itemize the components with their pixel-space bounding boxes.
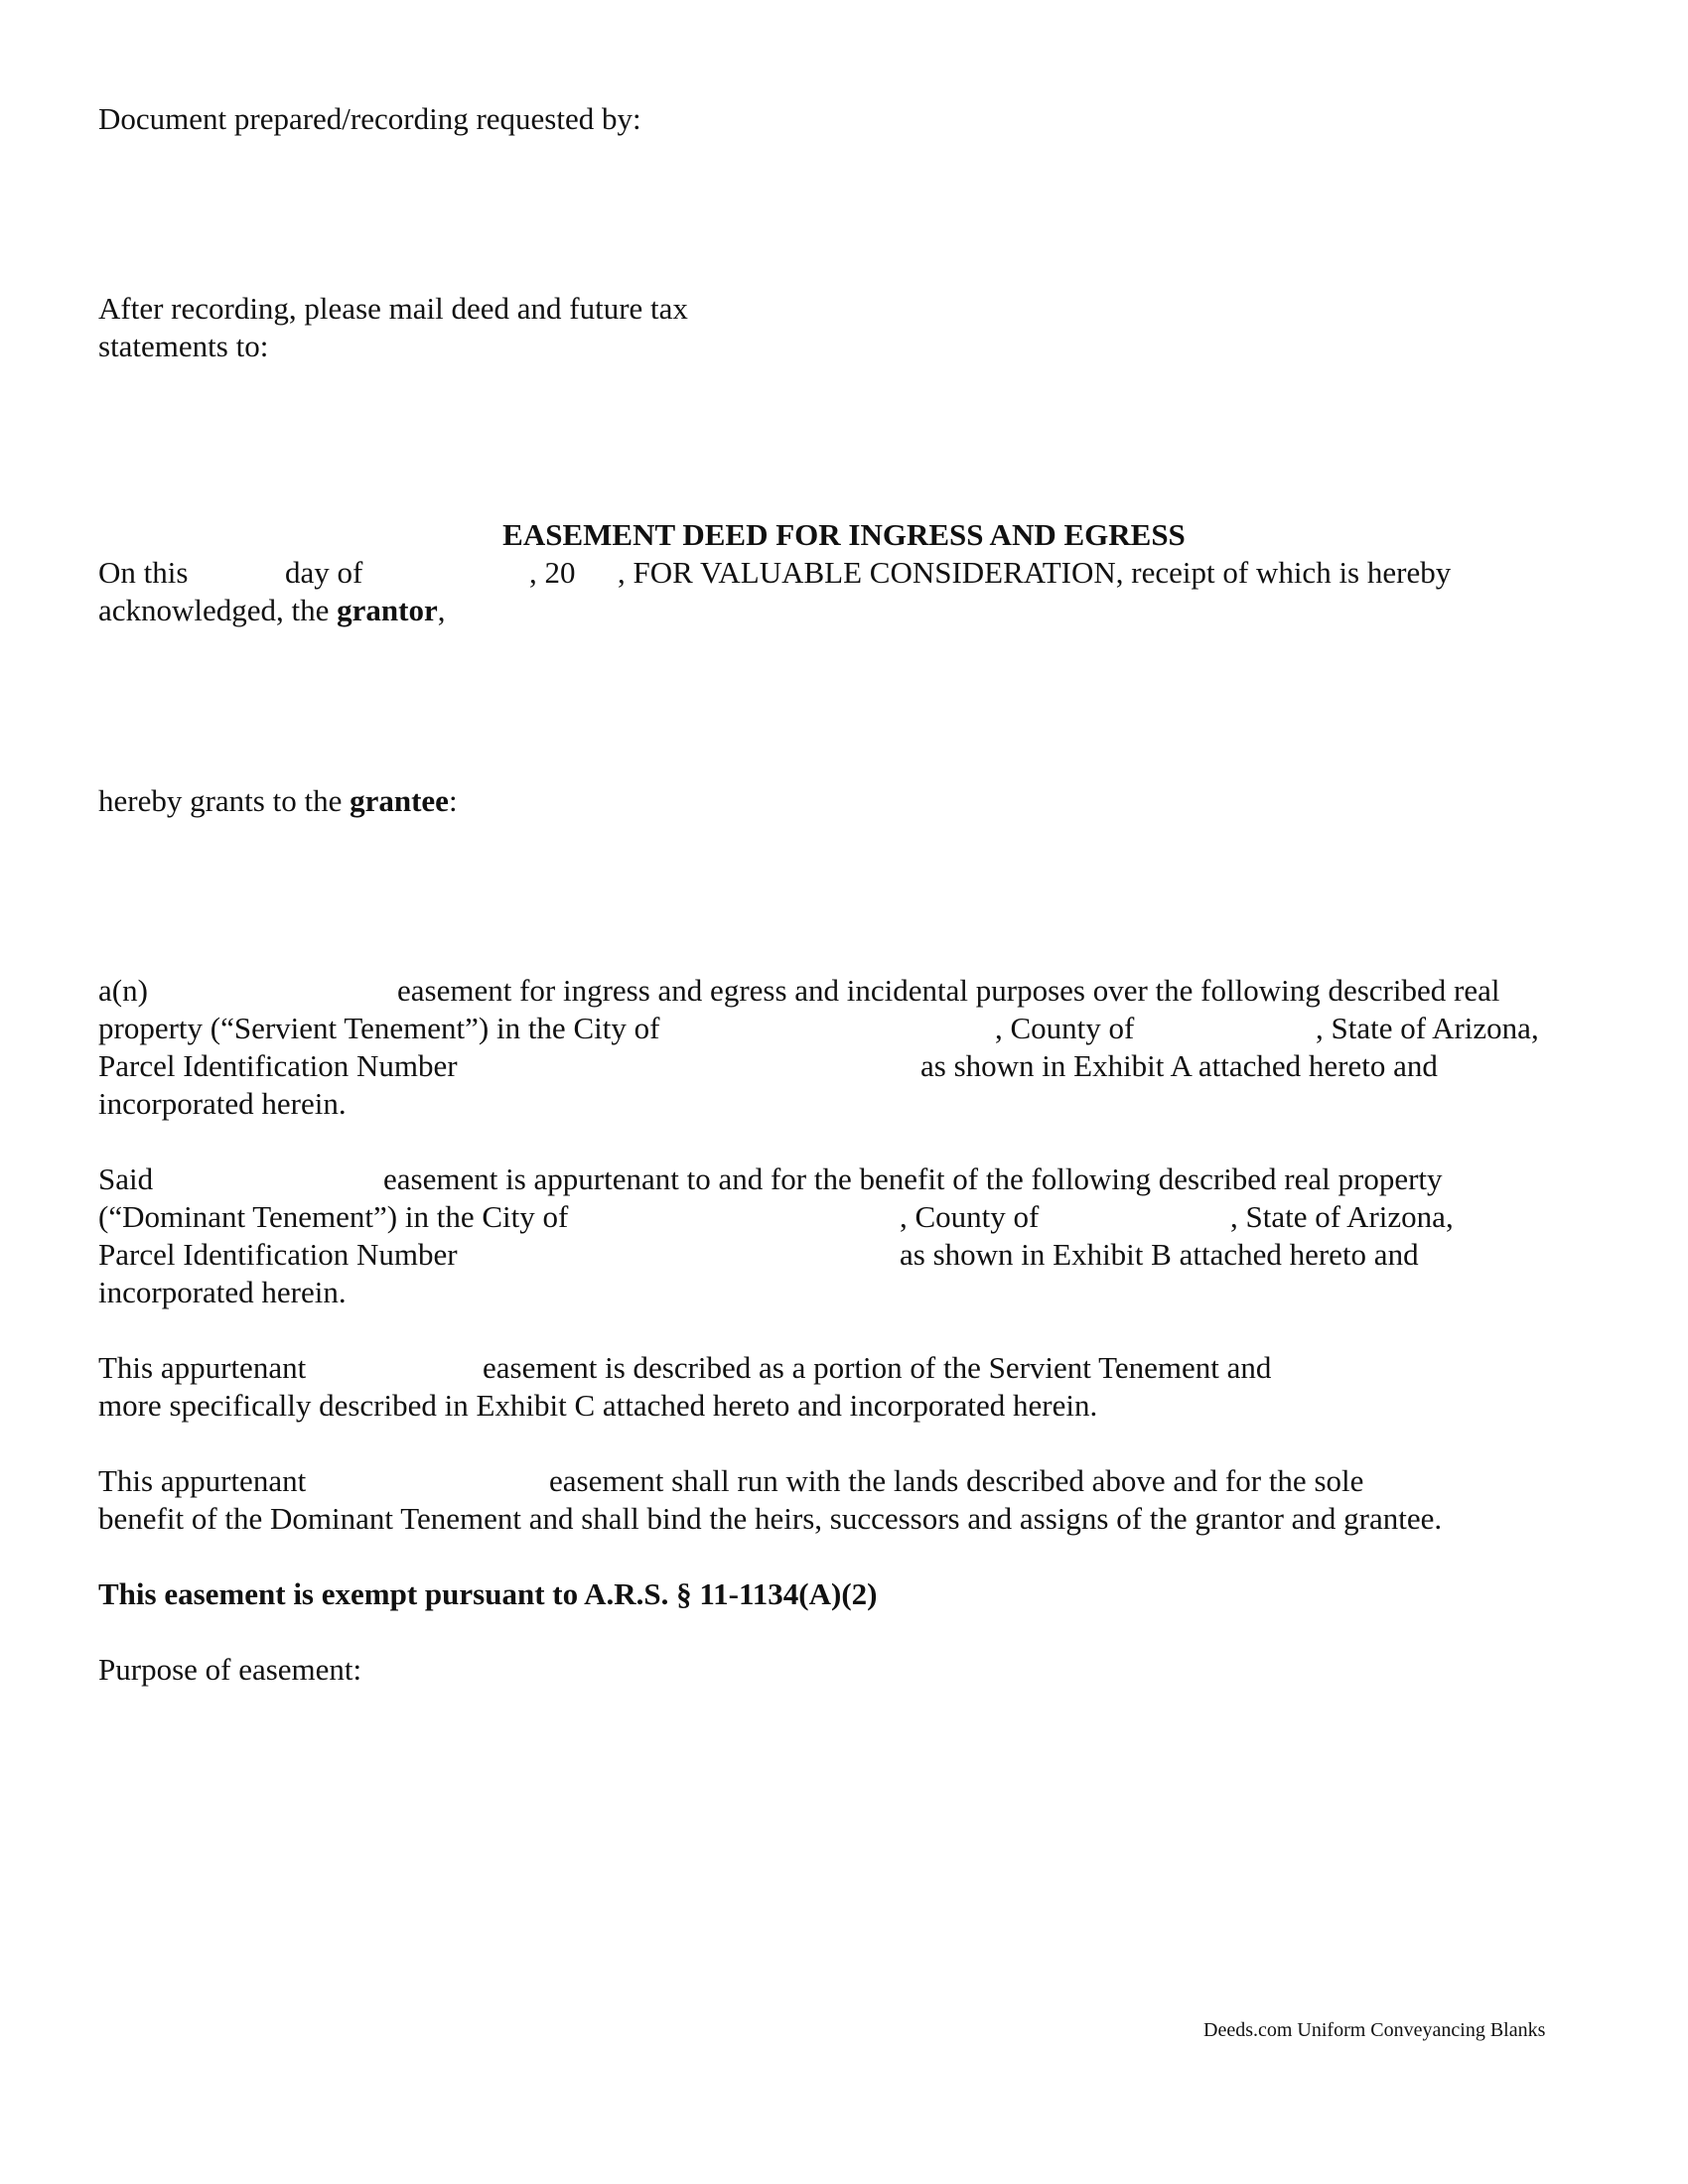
run-with-line-2: benefit of the Dominant Tenement and shall bind the heirs, successors and assigns of the grantor and grantee. [98, 1501, 1443, 1536]
run-with-line-1a: This appurtenant [98, 1463, 307, 1498]
document-title: EASEMENT DEED FOR INGRESS AND EGRESS [502, 517, 1186, 552]
purpose-label: Purpose of easement: [98, 1652, 362, 1687]
acknowledged-line [98, 592, 446, 629]
dominant-line-2c: , State of Arizona, [1230, 1199, 1454, 1234]
grants-prefix: hereby grants to the [98, 783, 351, 818]
dominant-line-1: easement is appurtenant to and for the benefit of the following described real property [383, 1161, 1443, 1196]
dominant-said: Said [98, 1161, 154, 1196]
grants-suffix: : [448, 783, 458, 818]
servient-line-2a: property (“Servient Tenement”) in the City of [98, 1011, 660, 1045]
mail-to-line-2: statements to: [98, 329, 269, 363]
dominant-line-2b: , County of [900, 1199, 1040, 1234]
mail-to-line-1: After recording, please mail deed and future tax [98, 291, 688, 326]
consideration-text: , FOR VALUABLE CONSIDERATION, receipt of which is hereby [618, 555, 1452, 590]
grantee-label: grantee [350, 783, 449, 818]
grantor-label: grantor [337, 593, 438, 627]
described-line-1a: This appurtenant [98, 1350, 307, 1385]
described-line-1b: easement is described as a portion of the Servient Tenement and [483, 1350, 1272, 1385]
acknowledged-text: acknowledged, the [98, 593, 338, 627]
day-of-label: day of [285, 555, 363, 590]
year-prefix: , 20 [529, 555, 576, 590]
described-line-2: more specifically described in Exhibit C attached hereto and incorporated herein. [98, 1388, 1098, 1423]
footer-credit: Deeds.com Uniform Conveyancing Blanks [1203, 2019, 1546, 2041]
servient-line-2b: , County of [995, 1011, 1135, 1045]
grants-line [98, 782, 458, 820]
dominant-line-4: incorporated herein. [98, 1275, 347, 1309]
servient-line-2c: , State of Arizona, [1316, 1011, 1539, 1045]
servient-line-4: incorporated herein. [98, 1086, 347, 1121]
dominant-line-3b: as shown in Exhibit B attached hereto and [900, 1237, 1419, 1272]
servient-line-3b: as shown in Exhibit A attached hereto and [920, 1048, 1438, 1083]
exempt-statement: This easement is exempt pursuant to A.R.S. § 11-1134(A)(2) [98, 1576, 878, 1611]
run-with-line-1b: easement shall run with the lands described above and for the sole [549, 1463, 1364, 1498]
servient-an: a(n) [98, 973, 148, 1008]
dominant-line-2a: (“Dominant Tenement”) in the City of [98, 1199, 569, 1234]
on-this-label: On this [98, 555, 189, 590]
servient-line-3a: Parcel Identification Number [98, 1048, 458, 1083]
prepared-by-label: Document prepared/recording requested by: [98, 101, 641, 136]
grantor-suffix: , [437, 593, 446, 627]
dominant-line-3a: Parcel Identification Number [98, 1237, 458, 1272]
servient-line-1: easement for ingress and egress and incidental purposes over the following described real [397, 973, 1500, 1008]
